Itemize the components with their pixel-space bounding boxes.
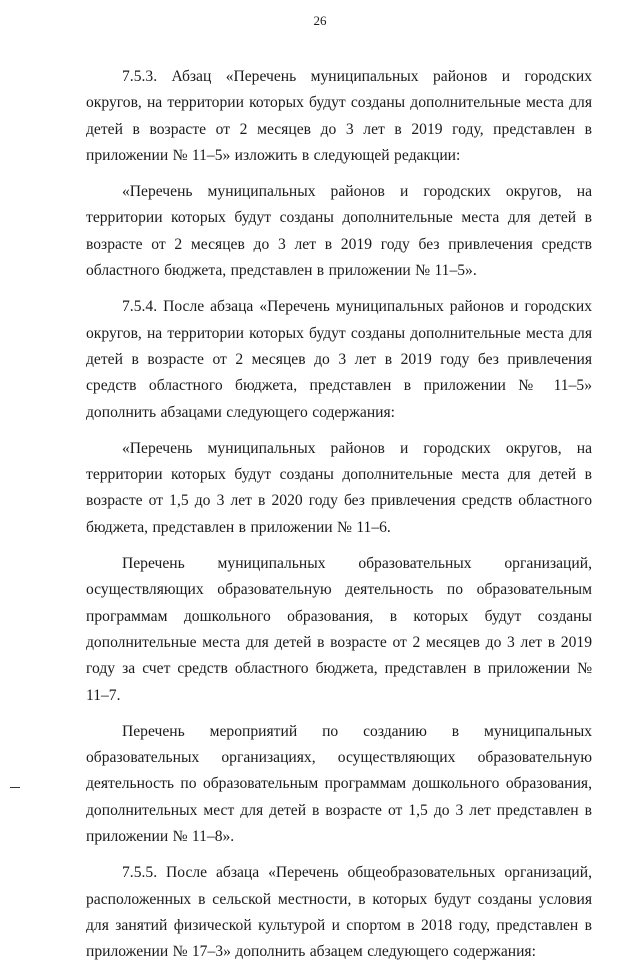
- document-body: [86, 64, 592, 976]
- paragraph-list-11-7: Перечень муниципальных образовательных организаций, осуществляющих образовательную деятельность по образовательным программам дошкольного образования, в которых будут созданы дополнительные места для детей в возрасте от 2 месяцев до 3 лет в 2019 году за счет средств областного бюджета, представлен в приложении № 11–7.: [86, 555, 592, 704]
- paragraph-list-11-8: Перечень мероприятий по созданию в муниципальных образовательных организациях, осуществляющих образовательную деятельность по образовательным программам дошкольного образования, дополнительных мест для детей в возрасте от 1,5 до 3 лет представлен в приложении № 11–8».: [86, 722, 592, 846]
- paragraph-7-5-5: 7.5.5. После абзаца «Перечень общеобразовательных организаций, расположенных в сельской местности, в которых будут созданы условия для занятий физической культурой и спортом в 2018 году, представлен в приложении № 17–3» дополнить абзацем следующего содержания:: [86, 864, 592, 961]
- page-number: 26: [313, 13, 327, 28]
- paragraph-quoted-list-11-6: «Перечень муниципальных районов и городских округов, на территории которых будут созданы дополнительные места для детей в возрасте от 1,5 до 3 лет в 2020 году без привлечения средств областного бюджета, представлен в приложении № 11–6.: [86, 439, 592, 536]
- paragraph-7-5-3: 7.5.3. Абзац «Перечень муниципальных районов и городских округов, на территории которых будут созданы дополнительные места для детей в возрасте от 2 месяцев до 3 лет в 2019 году, представлен в приложении № 11–5» изложить в следующей редакции:: [86, 68, 592, 164]
- paragraph-7-5-4: 7.5.4. После абзаца «Перечень муниципальных районов и городских округов, на территории которых будут созданы дополнительные места для детей в возрасте от 2 месяцев до 3 лет в 2019 году без привлечения средств областного бюджета, представлен в приложении № 11–5» дополнить абзацами следующего содержания:: [86, 298, 592, 421]
- margin-dash-mark: [10, 787, 20, 788]
- paragraph-quoted-list-11-5: «Перечень муниципальных районов и городских округов, на территории которых будут созданы дополнительные места для детей в возрасте от 2 месяцев до 3 лет в 2019 году без привлечения средств областного бюджета, представлен в приложении № 11–5».: [86, 183, 592, 280]
